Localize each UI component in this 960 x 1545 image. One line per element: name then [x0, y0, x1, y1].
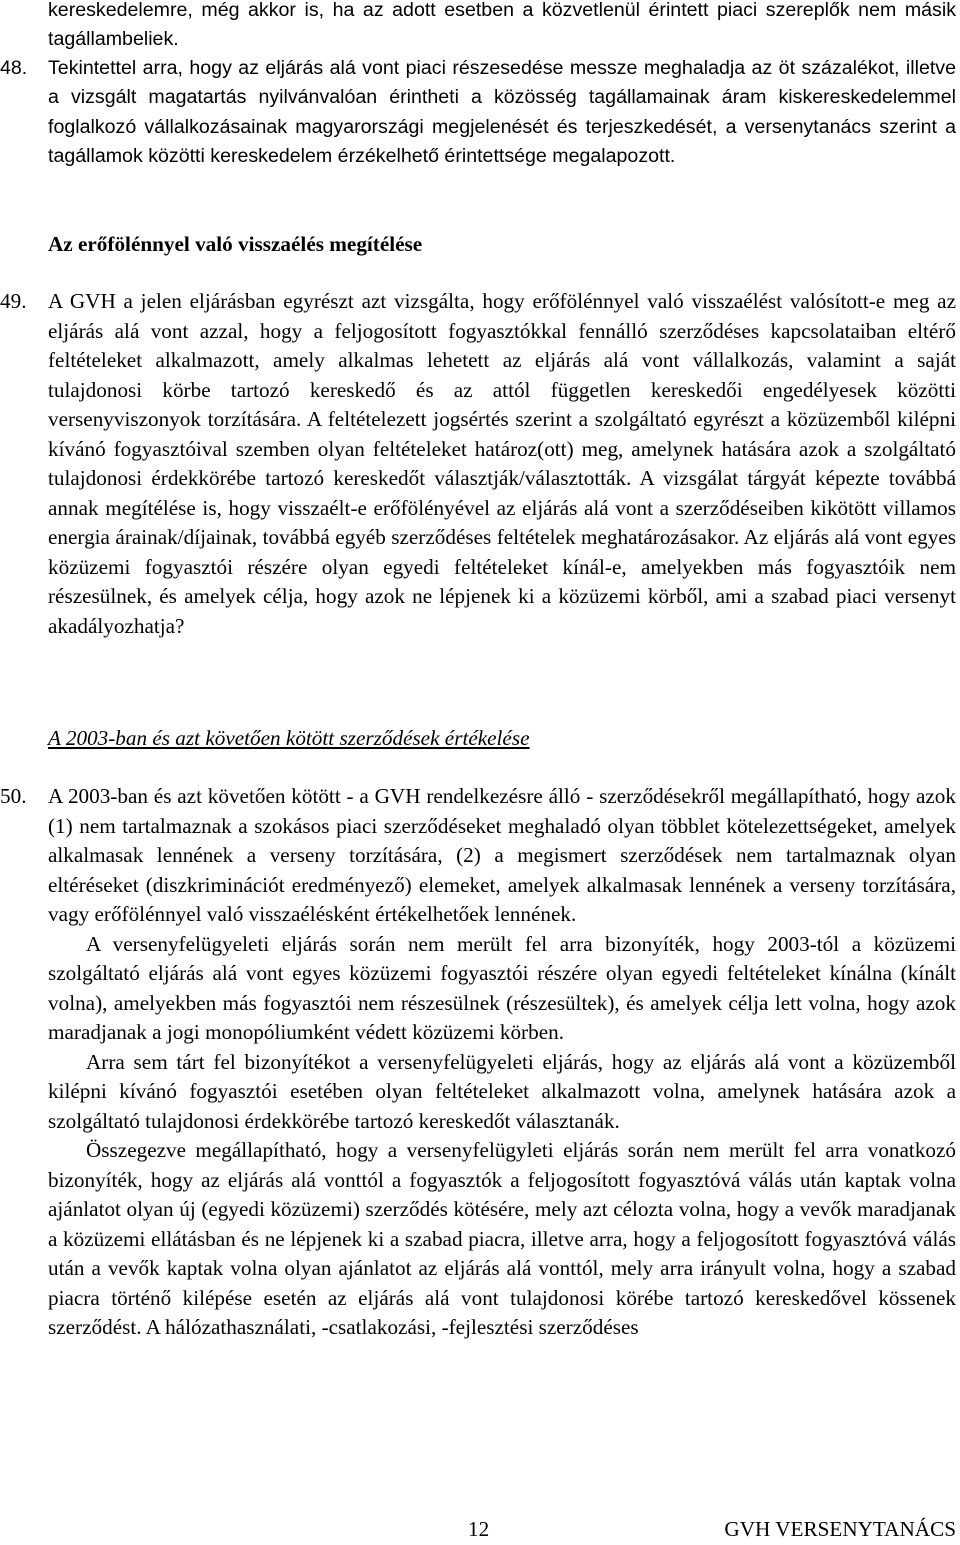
- section-heading-abuse: [48, 230, 956, 260]
- paragraph-text: Tekintettel arra, hogy az eljárás alá vont piaci részesedése messze meghaladja az öt százalékot, illetve a vizsgált magatartás nyilvánvalóan érintheti a közösség tagállamainak áram kiskereskedelemmel foglalkozó vállalkozásainak magyarországi megjelenését és terjeszkedését, a versenytanács szerint a tagállamok közötti kereskedelem érzékelhető érintettsége megalapozott.: [48, 57, 956, 168]
- section-heading-contracts: [48, 724, 956, 754]
- paragraph-text: A versenyfelügyeleti eljárás során nem merült fel arra bizonyíték, hogy 2003-tól a közüzemi szolgáltató eljárás alá vont egyes közüzemi fogyasztói részére olyan egyedi feltételeket kínálna (kínált volna), amelyekben más fogyasztói nem részesülnek (részesültek), és amelyek célja lett volna, hogy azok maradjanak a jogi monopóliumként védett közüzemi körben.: [48, 931, 956, 1044]
- paragraph-number: 49.: [0, 289, 27, 313]
- paragraph-number: 50.: [0, 784, 27, 808]
- heading-text: A 2003-ban és azt követően kötött szerződések értékelése: [48, 726, 530, 750]
- heading-text: Az erőfölénnyel való visszaélés megítélése: [48, 232, 423, 256]
- footer-organization: GVH VERSENYTANÁCS: [724, 1517, 956, 1541]
- paragraph-48: [0, 54, 956, 172]
- paragraph-text: Arra sem tárt fel bizonyítékot a versenyfelügyeleti eljárás, hogy az eljárás alá vont a közüzemből kilépni kívánó fogyasztói esetében olyan feltételeket alkalmazott volna, amelynek hatására azok a szolgáltató tulajdonosi érdekkörébe tartozó kereskedőt választanák.: [48, 1049, 956, 1133]
- paragraph-50: [0, 782, 956, 1343]
- paragraph-text: Összegezve megállapítható, hogy a versenyfelügyleti eljárás során nem merült fel arra vonatkozó bizonyíték, hogy az eljárás alá vonttól a fogyasztók a feljogosított fogyasztóvá válás után kaptak volna ajánlatot olyan új (egyedi közüzemi) szerződés kötésére, mely azt célozta volna, hogy a vevők maradjanak a közüzemi ellátásban és ne lépjenek ki a szabad piacra, illetve arra, hogy a feljogosított fogyasztóvá válás után a vevők kaptak volna olyan ajánlatot az eljárás alá vonttól, mely arra irányult volna, hogy a szabad piacra történő kilépése esetén az eljárás alá vont tulajdonosi körébe tartozó kereskedővel kössenek szerződést. A hálózathasználati, -csatlakozási, -fejlesztési szerződéses: [48, 1138, 956, 1339]
- paragraph-text: A GVH a jelen eljárásban egyrészt azt vizsgálta, hogy erőfölénnyel való visszaélést valósított-e meg az eljárás alá vont azzal, hogy a feljogosított fogyasztókkal fennálló szerződéses kapcsolataiban eltérő feltételeket alkalmazott, amely alkalmas lehetett az eljárás alá vont vállalkozás, valamint a saját tulajdonosi körbe tartozó kereskedő és az attól független kereskedői engedélyesek közötti versenyviszonyok torzítására. A feltételezett jogsértés szerint a szolgáltató egyrészt a közüzemből kilépni kívánó fogyasztóival szemben olyan feltételeket határoz(ott) meg, amelynek hatására azok a szolgáltató tulajdonosi érdekkörébe tartozó kereskedőt választják/választották. A vizsgálat tárgyát képezte továbbá annak megítélése is, hogy visszaélt-e erőfölényével az eljárás alá vont a szerződéseiben kikötött villamos energia árainak/díjainak, továbbá egyéb szerződéses feltételek meghatározásakor. Az eljárás alá vont egyes közüzemi fogyasztói részére olyan egyedi feltételeket kínál-e, amelyekben más fogyasztóik nem részesülnek, és amelyek célja, hogy azok ne lépjenek ki a közüzemi körből, ami a szabad piaci versenyt akadályozhatja?: [48, 289, 956, 638]
- paragraph-47-tail: [48, 0, 956, 55]
- paragraph-text: A 2003-ban és azt követően kötött - a GVH rendelkezésre álló - szerződésekről megállapítható, hogy azok (1) nem tartalmaznak a szokásos piaci szerződéseket meghaladó olyan többlet kötelezettségeket, amelyek alkalmasak lennének a verseny torzítására, (2) a megismert szerződések nem tartalmaznak olyan eltéréseket (diszkriminációt eredményező) elemeket, amelyek alkalmasak lennének a verseny torzítására, vagy erőfölénnyel való visszaélésként értékelhetőek lennének.: [48, 784, 956, 926]
- paragraph-number: 48.: [0, 57, 28, 79]
- paragraph-text: kereskedelemre, még akkor is, ha az adott esetben a közvetlenül érintett piaci szereplők nem másik tagállambeliek.: [48, 0, 956, 51]
- page-number: 12: [468, 1517, 490, 1541]
- paragraph-49: [0, 287, 956, 641]
